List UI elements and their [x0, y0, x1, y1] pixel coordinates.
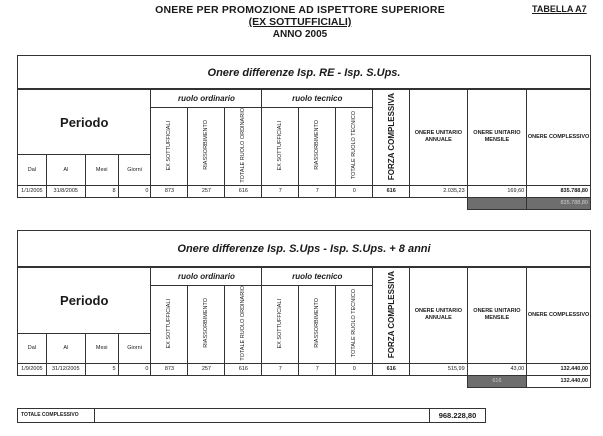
cell-tec-tot: 0	[336, 363, 373, 375]
table-block-1	[17, 55, 591, 215]
ruolo-tecnico-header: ruolo tecnico	[262, 268, 373, 286]
cell-ord-tot: 616	[225, 185, 262, 197]
cell-giorni: 0	[118, 185, 151, 197]
ruolo-ordinario-header: ruolo ordinario	[151, 268, 262, 286]
cell-ord-riass: 257	[188, 185, 225, 197]
table-block-2	[17, 230, 591, 400]
cell-dal: 1/9/2005	[18, 363, 47, 375]
col-ex-sottufficiali: EX SOTTUFFICIALI	[262, 108, 299, 186]
onere-annuale-header: ONERE UNITARIO ANNUALE	[410, 268, 468, 364]
cell-mensile: 169,60	[467, 185, 527, 197]
cell-al: 31/8/2005	[46, 185, 85, 197]
col-giorni: Giorni	[118, 333, 151, 363]
grand-total-spacer	[95, 408, 430, 423]
cell-ord-ex: 873	[151, 363, 188, 375]
col-totale-ordinario: TOTALE RUOLO ORDINARIO	[225, 108, 262, 186]
cell-complessivo: 835.788,80	[527, 185, 591, 197]
grand-total-label: TOTALE COMPLESSIVO	[17, 408, 95, 423]
cell-tec-riass: 7	[299, 363, 336, 375]
cell-ord-ex: 873	[151, 185, 188, 197]
col-totale-ordinario: TOTALE RUOLO ORDINARIO	[225, 286, 262, 364]
grand-total-row	[17, 408, 591, 423]
cell-forza: 616	[373, 185, 410, 197]
col-ex-sottufficiali: EX SOTTUFFICIALI	[151, 108, 188, 186]
cell-mesi: 5	[85, 363, 118, 375]
table-banner: Onere differenze Isp. S.Ups - Isp. S.Ups. + 8 anni	[17, 230, 591, 267]
table-tag: TABELLA A7	[532, 4, 587, 14]
col-ex-sottufficiali: EX SOTTUFFICIALI	[262, 286, 299, 364]
forza-header: FORZA COMPLESSIVA	[373, 90, 410, 186]
cell-dal: 1/1/2005	[18, 185, 47, 197]
subtotal-cell: 835.788,80	[527, 197, 591, 209]
ruolo-tecnico-header: ruolo tecnico	[262, 90, 373, 108]
cell-giorni: 0	[118, 363, 151, 375]
data-table	[17, 267, 591, 388]
document-subtitle: (EX SOTTUFFICIALI)	[248, 16, 352, 28]
cell-annuale: 2.035,23	[410, 185, 468, 197]
col-ex-sottufficiali: EX SOTTUFFICIALI	[151, 286, 188, 364]
col-dal: Dal	[18, 333, 47, 363]
onere-mensile-header: ONERE UNITARIO MENSILE	[467, 268, 527, 364]
table-row	[18, 185, 591, 197]
onere-annuale-header: ONERE UNITARIO ANNUALE	[410, 90, 468, 186]
col-al: Al	[46, 155, 85, 185]
col-riassorbimento: RIASSORBIMENTO	[299, 108, 336, 186]
ruolo-ordinario-header: ruolo ordinario	[151, 90, 262, 108]
cell-annuale: 515,99	[410, 363, 468, 375]
cell-forza: 616	[373, 363, 410, 375]
shaded-cell	[467, 197, 527, 209]
table-banner: Onere differenze Isp. RE - Isp. S.Ups.	[17, 55, 591, 89]
shaded-cell: 616	[467, 375, 527, 387]
col-dal: Dal	[18, 155, 47, 185]
col-mesi: Mesi	[85, 333, 118, 363]
cell-complessivo: 132.440,00	[527, 363, 591, 375]
cell-mesi: 8	[85, 185, 118, 197]
forza-header: FORZA COMPLESSIVA	[373, 268, 410, 364]
periodo-header: Periodo	[18, 268, 151, 334]
col-riassorbimento: RIASSORBIMENTO	[299, 286, 336, 364]
col-al: Al	[46, 333, 85, 363]
data-table	[17, 89, 591, 210]
periodo-header: Periodo	[18, 90, 151, 155]
col-riassorbimento: RIASSORBIMENTO	[188, 108, 225, 186]
cell-mensile: 43,00	[467, 363, 527, 375]
col-totale-tecnico: TOTALE RUOLO TECNICO	[336, 108, 373, 186]
document-title: ONERE PER PROMOZIONE AD ISPETTORE SUPERIORE	[155, 4, 445, 16]
cell-tec-ex: 7	[262, 363, 299, 375]
cell-ord-riass: 257	[188, 363, 225, 375]
document-year: ANNO 2005	[272, 29, 328, 40]
col-mesi: Mesi	[85, 155, 118, 185]
col-riassorbimento: RIASSORBIMENTO	[188, 286, 225, 364]
cell-ord-tot: 616	[225, 363, 262, 375]
cell-tec-riass: 7	[299, 185, 336, 197]
onere-mensile-header: ONERE UNITARIO MENSILE	[467, 90, 527, 186]
table-row	[18, 363, 591, 375]
col-totale-tecnico: TOTALE RUOLO TECNICO	[336, 286, 373, 364]
cell-al: 31/12/2005	[46, 363, 85, 375]
subtotal-cell: 132.440,00	[527, 375, 591, 387]
cell-tec-tot: 0	[336, 185, 373, 197]
onere-complessivo-header: ONERE COMPLESSIVO	[527, 268, 591, 364]
cell-tec-ex: 7	[262, 185, 299, 197]
grand-total-value: 968.228,80	[430, 408, 486, 423]
col-giorni: Giorni	[118, 155, 151, 185]
onere-complessivo-header: ONERE COMPLESSIVO	[527, 90, 591, 186]
